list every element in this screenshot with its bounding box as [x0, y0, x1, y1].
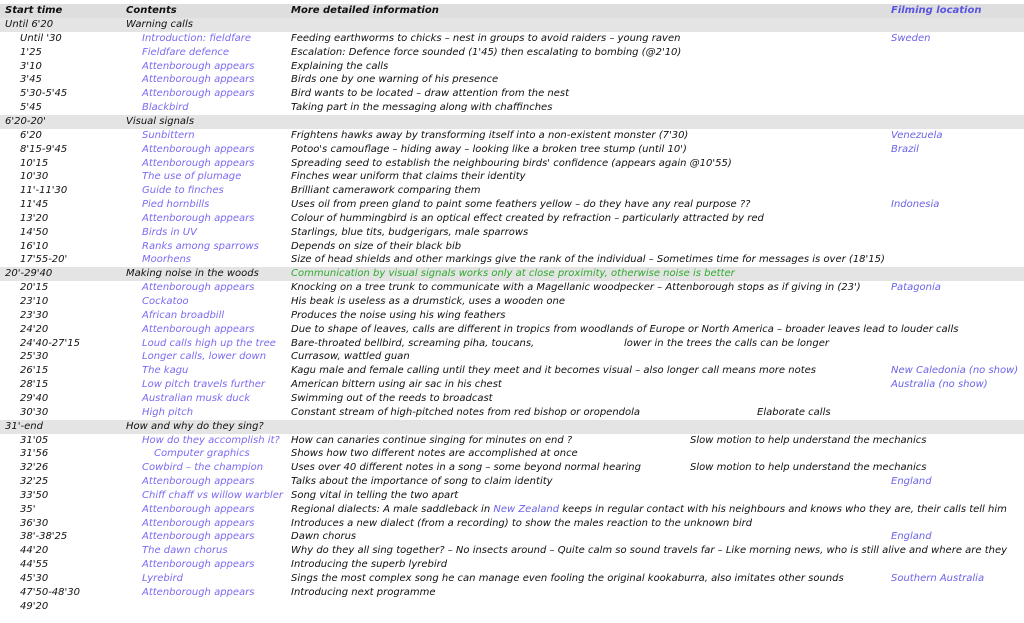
- start-time-cell: 3'10: [20, 60, 42, 72]
- filming-location-cell: New Caledonia (no show): [891, 365, 1019, 377]
- detail-cell: Taking part in the messaging along with chaffinches: [291, 102, 553, 114]
- start-time-cell: 26'15: [20, 365, 49, 377]
- start-time-cell: 47'50-48'30: [20, 586, 81, 598]
- contents-cell: Visual signals: [126, 116, 195, 127]
- start-time-cell: 25'30: [20, 351, 49, 363]
- detail-extra-cell: Slow motion to help understand the mechanics: [690, 462, 927, 474]
- contents-cell: Cockatoo: [142, 296, 189, 307]
- table-row: [0, 337, 1024, 351]
- detail-cell: Kagu male and female calling until they meet and it becomes visual – also longer call means more notes: [291, 365, 816, 377]
- detail-cell: How can canaries continue singing for minutes on end ?: [291, 434, 573, 446]
- contents-cell: Attenborough appears: [142, 323, 255, 335]
- contents-cell: Attenborough appears: [142, 282, 255, 294]
- start-time-cell: 31'-end: [5, 420, 43, 432]
- detail-cell: Song vital in telling the two apart: [291, 489, 459, 501]
- filming-location-cell: Sweden: [891, 32, 931, 44]
- table-row: [0, 226, 1024, 240]
- contents-cell: Lyrebird: [142, 573, 183, 584]
- contents-cell: Cowbird – the champion: [142, 462, 264, 474]
- detail-cell: Sings the most complex song he can manage even fooling the original kookaburra, also imitates other sounds: [291, 573, 844, 584]
- start-time-cell: 8'15-9'45: [20, 143, 68, 155]
- contents-cell: Loud calls high up the tree: [142, 337, 276, 349]
- contents-cell: Moorhens: [142, 254, 192, 266]
- start-time-cell: 5'30-5'45: [20, 88, 68, 100]
- detail-text-continued: keeps in regular contact with his neighbours and knows who they are, their calls tell him: [562, 503, 1007, 515]
- contents-cell: African broadbill: [142, 309, 225, 321]
- detail-cell: Escalation: Defence force sounded (1'45) then escalating to bombing (@2'10): [291, 46, 682, 58]
- filming-location-cell: Indonesia: [891, 199, 940, 210]
- header-detail: More detailed information: [291, 5, 439, 16]
- header-start-time: Start time: [5, 5, 63, 16]
- detail-cell: His beak is useless as a drumstick, uses a wooden one: [291, 296, 566, 307]
- contents-cell: How and why do they sing?: [126, 420, 264, 432]
- start-time-cell: 17'55-20': [20, 254, 68, 266]
- start-time-cell: Until '30: [20, 32, 62, 44]
- start-time-cell: 23'10: [20, 296, 49, 307]
- table-row: [0, 517, 1024, 531]
- start-time-cell: 5'45: [20, 102, 42, 114]
- detail-cell: Depends on size of their black bib: [291, 240, 462, 252]
- contents-cell: Birds in UV: [142, 226, 197, 238]
- detail-cell: Size of head shields and other markings give the rank of the individual – Sometimes time for messages is over (18'15): [291, 254, 885, 266]
- contents-cell: Sunbittern: [142, 129, 195, 141]
- contents-cell: Attenborough appears: [142, 559, 255, 571]
- detail-cell: Dawn chorus: [291, 531, 357, 543]
- detail-extra-cell: lower in the trees the calls can be longer: [624, 337, 829, 349]
- contents-cell: Attenborough appears: [142, 476, 255, 488]
- detail-cell: Introducing the superb lyrebird: [291, 559, 448, 571]
- start-time-cell: 38'-38'25: [20, 531, 68, 543]
- table-row: [0, 489, 1024, 503]
- table-row: [0, 544, 1024, 558]
- detail-extra-cell: Slow motion to help understand the mechanics: [690, 434, 927, 446]
- start-time-cell: 23'30: [20, 309, 49, 321]
- table-row: [0, 572, 1024, 586]
- detail-text: Regional dialects: A male saddleback in: [291, 503, 491, 515]
- detail-cell: Due to shape of leaves, calls are different in tropics from woodlands of Europe or North America – broader leaves lead to louder calls: [291, 323, 959, 335]
- table-row: [0, 530, 1024, 544]
- table-row: [0, 129, 1024, 143]
- start-time-cell: 10'15: [20, 157, 49, 169]
- contents-cell: Attenborough appears: [142, 212, 255, 224]
- contents-cell: Ranks among sparrows: [142, 240, 259, 252]
- start-time-cell: 24'20: [20, 323, 49, 335]
- start-time-cell: 13'20: [20, 212, 49, 224]
- start-time-cell: 30'30: [20, 406, 49, 418]
- section-row: [0, 115, 1024, 129]
- start-time-cell: 35': [20, 503, 36, 515]
- contents-cell: Attenborough appears: [142, 157, 255, 169]
- detail-cell: Swimming out of the reeds to broadcast: [291, 392, 493, 404]
- section-row: [0, 420, 1024, 434]
- detail-cell: Bird wants to be located – draw attention from the nest: [291, 88, 570, 100]
- table-row: [0, 281, 1024, 295]
- contents-cell: Attenborough appears: [142, 586, 255, 598]
- detail-cell: American bittern using air sac in his chest: [291, 379, 502, 391]
- detail-cell: Introduces a new dialect (from a recording) to show the males reaction to the unknown bird: [291, 517, 753, 529]
- start-time-cell: 1'25: [20, 46, 42, 58]
- start-time-cell: 44'55: [20, 559, 49, 571]
- detail-cell: Knocking on a tree trunk to communicate with a Magellanic woodpecker – Attenborough stops as if giving in (23'): [291, 282, 861, 294]
- start-time-cell: 28'15: [20, 379, 49, 391]
- table-row: [0, 447, 1024, 461]
- table-row: [0, 295, 1024, 309]
- start-time-cell: 32'26: [20, 462, 49, 474]
- filming-location-cell: England: [891, 531, 932, 543]
- contents-cell: Fieldfare defence: [142, 46, 230, 58]
- contents-cell: How do they accomplish it?: [142, 434, 280, 446]
- start-time-cell: 11'-11'30: [20, 185, 68, 197]
- start-time-cell: 32'25: [20, 476, 49, 488]
- start-time-cell: 31'56: [20, 448, 49, 460]
- contents-cell: Pied hornbills: [142, 199, 210, 210]
- detail-cell: Finches wear uniform that claims their identity: [291, 171, 526, 183]
- start-time-cell: 33'50: [20, 489, 49, 501]
- contents-cell: Blackbird: [142, 102, 189, 114]
- start-time-cell: 29'40: [20, 392, 49, 404]
- filming-location-cell: Brazil: [891, 143, 919, 155]
- detail-cell: Shows how two different notes are accomplished at once: [291, 448, 578, 460]
- detail-cell: Colour of hummingbird is an optical effect created by refraction – particularly attracted by red: [291, 212, 764, 224]
- contents-cell: Attenborough appears: [142, 143, 255, 155]
- table-row: [0, 46, 1024, 60]
- detail-cell: Constant stream of high-pitched notes from red bishop or oropendola: [291, 406, 641, 418]
- start-time-cell: Until 6'20: [5, 19, 54, 30]
- detail-cell: Potoo's camouflage – hiding away – looking like a broken tree stump (until 10'): [291, 143, 687, 155]
- table-row: [0, 503, 1024, 517]
- contents-cell: Chiff chaff vs willow warbler: [142, 489, 283, 501]
- header-row: [0, 4, 1024, 18]
- table-row: [0, 32, 1024, 46]
- table-row: [0, 406, 1024, 420]
- contents-cell: High pitch: [142, 406, 194, 418]
- start-time-cell: 11'45: [20, 199, 49, 210]
- contents-cell: Attenborough appears: [142, 74, 255, 86]
- contents-cell: Attenborough appears: [142, 88, 255, 100]
- contents-cell: The kagu: [142, 365, 189, 377]
- contents-cell: Australian musk duck: [142, 392, 250, 404]
- detail-cell: Talks about the importance of song to claim identity: [291, 476, 553, 488]
- start-time-cell: 6'20-20': [5, 116, 46, 127]
- table-row: [0, 101, 1024, 115]
- table-row: [0, 392, 1024, 406]
- detail-cell: Uses oil from preen gland to paint some feathers yellow – do they have any real purpose ??: [291, 199, 751, 210]
- detail-place-highlight: New Zealand: [493, 503, 560, 515]
- contents-cell: Guide to finches: [142, 185, 224, 197]
- start-time-cell: 31'05: [20, 434, 49, 446]
- table-row: [0, 323, 1024, 337]
- contents-cell: Attenborough appears: [142, 531, 255, 543]
- detail-cell: Spreading seed to establish the neighbouring birds' confidence (appears again @10'55): [291, 157, 732, 169]
- detail-cell: Frightens hawks away by transforming itself into a non-existent monster (7'30): [291, 129, 689, 141]
- start-time-cell: 49'20: [20, 600, 49, 612]
- start-time-cell: 6'20: [20, 129, 42, 141]
- contents-cell: Low pitch travels further: [142, 379, 265, 391]
- table-row: [0, 198, 1024, 212]
- detail-cell: Explaining the calls: [291, 60, 389, 72]
- start-time-cell: 45'30: [20, 573, 49, 584]
- section-row: [0, 18, 1024, 32]
- start-time-cell: 20'15: [20, 282, 49, 294]
- start-time-cell: 3'45: [20, 74, 42, 86]
- start-time-cell: 10'30: [20, 171, 49, 183]
- start-time-cell: 20'-29'40: [5, 268, 53, 280]
- detail-cell: Brilliant camerawork comparing them: [291, 185, 481, 197]
- detail-cell: [291, 503, 1007, 517]
- table-row: [0, 157, 1024, 171]
- detail-cell: Communication by visual signals works only at close proximity, otherwise noise is better: [291, 268, 735, 280]
- header-filming-location: Filming location: [891, 5, 982, 16]
- contents-cell: The use of plumage: [142, 171, 242, 183]
- table-row: [0, 434, 1024, 448]
- detail-cell: Currasow, wattled guan: [291, 351, 410, 363]
- filming-location-cell: Southern Australia: [891, 573, 985, 584]
- table-row: [0, 73, 1024, 87]
- contents-cell: Computer graphics: [154, 448, 250, 460]
- start-time-cell: 24'40-27'15: [20, 337, 81, 349]
- table-row: [0, 240, 1024, 254]
- detail-cell: Introducing next programme: [291, 586, 436, 598]
- table-row: [0, 364, 1024, 378]
- contents-cell: Attenborough appears: [142, 60, 255, 72]
- detail-cell: Starlings, blue tits, budgerigars, male sparrows: [291, 226, 529, 238]
- filming-location-cell: Patagonia: [891, 282, 941, 294]
- section-row: [0, 267, 1024, 281]
- contents-cell: Introduction: fieldfare: [142, 32, 251, 44]
- detail-cell: Uses over 40 different notes in a song – some beyond normal hearing: [291, 462, 641, 474]
- detail-cell: Birds one by one warning of his presence: [291, 74, 499, 86]
- detail-extra-cell: Elaborate calls: [757, 406, 831, 418]
- contents-cell: The dawn chorus: [142, 545, 228, 557]
- table-row: [0, 586, 1024, 600]
- start-time-cell: 16'10: [20, 240, 49, 252]
- table-row: [0, 350, 1024, 364]
- table-row: [0, 600, 1024, 614]
- table-row: [0, 184, 1024, 198]
- table-row: [0, 309, 1024, 323]
- detail-cell: Why do they all sing together? – No insects around – Quite calm so sound travels far – Like morning news, who is still alive and where are they: [291, 545, 1008, 557]
- header-contents: Contents: [126, 5, 177, 16]
- filming-location-cell: England: [891, 476, 932, 488]
- contents-cell: Warning calls: [126, 19, 193, 30]
- table-row: [0, 253, 1024, 267]
- start-time-cell: 44'20: [20, 545, 49, 557]
- start-time-cell: 36'30: [20, 517, 49, 529]
- contents-cell: Making noise in the woods: [126, 268, 259, 280]
- detail-cell: Feeding earthworms to chicks – nest in groups to avoid raiders – young raven: [291, 32, 681, 44]
- start-time-cell: 14'50: [20, 226, 49, 238]
- filming-location-cell: Venezuela: [891, 129, 943, 141]
- table-row: [0, 87, 1024, 101]
- table-row: [0, 170, 1024, 184]
- table-row: [0, 378, 1024, 392]
- contents-cell: Attenborough appears: [142, 517, 255, 529]
- table-row: [0, 461, 1024, 475]
- table-row: [0, 143, 1024, 157]
- detail-cell: Bare-throated bellbird, screaming piha, toucans,: [291, 337, 535, 349]
- table-row: [0, 475, 1024, 489]
- table-row: [0, 60, 1024, 74]
- filming-location-cell: Australia (no show): [891, 379, 988, 391]
- contents-cell: Attenborough appears: [142, 503, 255, 515]
- table-row: [0, 212, 1024, 226]
- detail-cell: Produces the noise using his wing feathers: [291, 309, 506, 321]
- table-row: [0, 558, 1024, 572]
- contents-cell: Longer calls, lower down: [142, 351, 267, 363]
